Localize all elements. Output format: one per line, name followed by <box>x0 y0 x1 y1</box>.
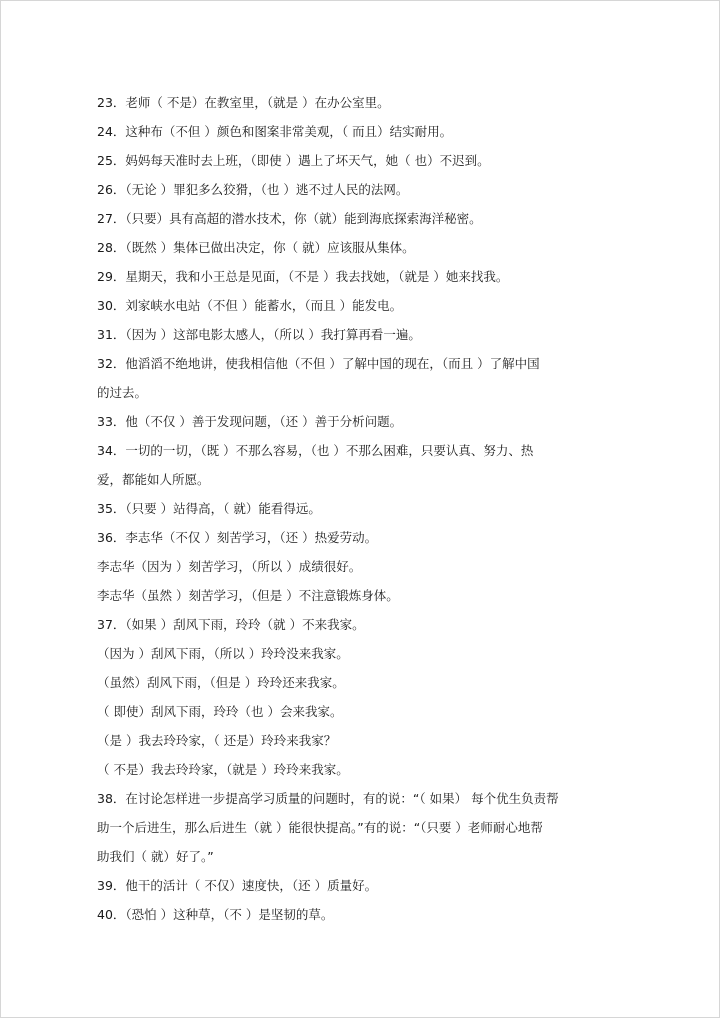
exercise-37-e: （是 ）我去玲玲家，（ 还是）玲玲来我家？ <box>97 733 337 748</box>
exercise-37-d: （ 即使）刮风下雨，玲玲（也 ）会来我家。 <box>97 704 343 719</box>
exercise-36: 36．李志华（不仅 ）刻苦学习，（还 ）热爱劳动。 <box>97 530 378 545</box>
exercise-37-c: （虽然）刮风下雨，（但是 ）玲玲还来我家。 <box>97 675 345 690</box>
exercise-37-b: （因为 ）刮风下雨，（所以 ）玲玲没来我家。 <box>97 646 349 661</box>
exercise-36-c: 李志华（虽然 ）刻苦学习，（但是 ）不注意锻炼身体。 <box>97 588 399 603</box>
exercise-25: 25．妈妈每天准时去上班，（即使 ）遇上了坏天气，她（ 也）不迟到。 <box>97 153 490 168</box>
exercise-35: 35．（只要 ）站得高，（ 就）能看得远。 <box>97 501 321 516</box>
exercise-34: 34．一切的一切，（既 ）不那么容易，（也 ）不那么困难，只要认真、努力、热 <box>97 443 534 458</box>
exercise-40: 40．（恐怕 ）这种草，（不 ）是坚韧的草。 <box>97 907 334 922</box>
exercise-31: 31．（因为 ）这部电影太感人，（所以 ）我打算再看一遍。 <box>97 327 421 342</box>
exercise-38-cont-2: 助我们（ 就）好了。” <box>97 849 214 864</box>
exercise-37: 37．（如果 ）刮风下雨，玲玲（就 ）不来我家。 <box>97 617 365 632</box>
exercise-24: 24．这种布（不但 ）颜色和图案非常美观，（ 而且）结实耐用。 <box>97 124 453 139</box>
exercise-34-cont: 爱，都能如人所愿。 <box>97 472 210 487</box>
exercise-29: 29．星期天，我和小王总是见面，（不是 ）我去找她，（就是 ）她来找我。 <box>97 269 509 284</box>
exercise-26: 26．（无论 ）罪犯多么狡猾，（也 ）逃不过人民的法网。 <box>97 182 409 197</box>
exercise-38: 38．在讨论怎样进一步提高学习质量的问题时，有的说：“（ 如果） 每个优生负责帮 <box>97 791 559 806</box>
exercise-23: 23．老师（ 不是）在教室里，（就是 ）在办公室里。 <box>97 95 390 110</box>
exercise-39: 39．他干的活计（ 不仅）速度快，（还 ）质量好。 <box>97 878 378 893</box>
exercise-38-cont-1: 助一个后进生，那么后进生（就 ）能很快提高。”有的说：“（只要 ）老师耐心地帮 <box>97 820 543 835</box>
exercise-27: 27．（只要）具有高超的潜水技术，你（就）能到海底探索海洋秘密。 <box>97 211 482 226</box>
exercise-37-f: （ 不是）我去玲玲家，（就是 ）玲玲来我家。 <box>97 762 349 777</box>
exercise-36-b: 李志华（因为 ）刻苦学习，（所以 ）成绩很好。 <box>97 559 362 574</box>
exercise-33: 33．他（不仅 ）善于发现问题，（还 ）善于分析问题。 <box>97 414 403 429</box>
exercise-28: 28．（既然 ）集体已做出决定，你（ 就）应该服从集体。 <box>97 240 415 255</box>
exercise-32-cont: 的过去。 <box>97 385 148 400</box>
exercise-30: 30．刘家峡水电站（不但 ）能蓄水，（而且 ）能发电。 <box>97 298 403 313</box>
exercise-32: 32．他滔滔不绝地讲，使我相信他（不但 ）了解中国的现在，（而且 ）了解中国 <box>97 356 540 371</box>
exercise-list <box>97 91 637 932</box>
